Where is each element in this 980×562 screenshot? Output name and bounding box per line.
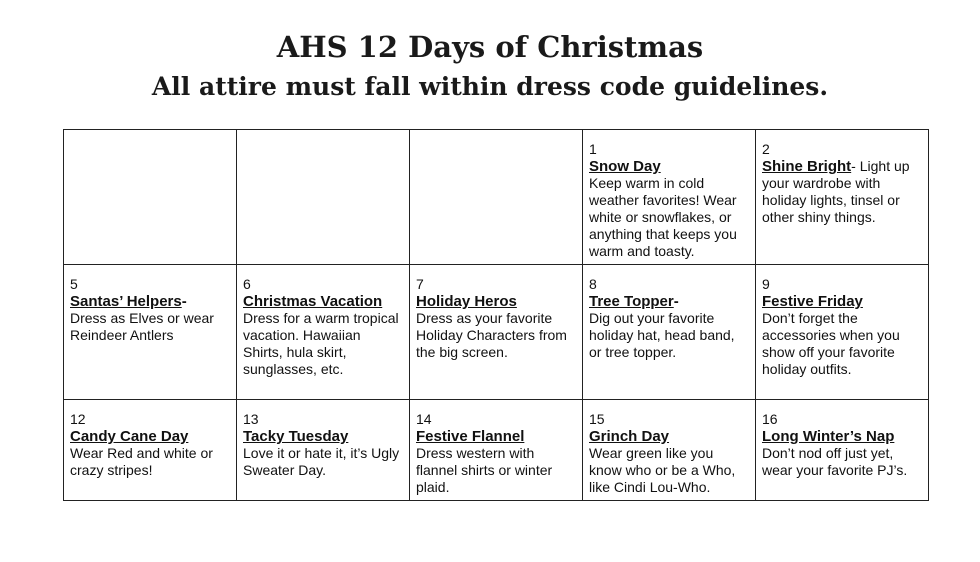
- day-number: 16: [762, 411, 778, 427]
- day-theme-name: Santas’ Helpers: [70, 293, 182, 310]
- day-description: Don’t forget the accessories when you show off your favorite holiday outfits.: [762, 310, 900, 377]
- calendar-cell-day-16: [756, 400, 929, 501]
- calendar-cell-day-9: [756, 265, 929, 400]
- day-description: Dress as Elves or wear Reindeer Antlers: [70, 310, 214, 343]
- day-number: 7: [416, 276, 424, 292]
- day-description: Don’t nod off just yet, wear your favorite PJ’s.: [762, 445, 908, 478]
- day-theme-name: Festive Flannel: [416, 428, 525, 445]
- day-theme-name: Tree Topper: [589, 293, 674, 310]
- calendar-cell-day-12: [64, 400, 237, 501]
- calendar-cell-day-1: [583, 130, 756, 265]
- day-description: Dress for a warm tropical vacation. Hawaiian Shirts, hula skirt, sunglasses, etc.: [243, 310, 399, 377]
- day-number: 2: [762, 141, 770, 157]
- day-theme-name: Christmas Vacation: [243, 293, 383, 310]
- day-number: 6: [243, 276, 251, 292]
- calendar-table: [63, 129, 929, 501]
- calendar-cell-day-8: [583, 265, 756, 400]
- day-theme-name: Tacky Tuesday: [243, 428, 349, 445]
- calendar-cell-day-7: [410, 265, 583, 400]
- calendar-cell-day-14: [410, 400, 583, 501]
- day-description: Dig out your favorite holiday hat, head band, or tree topper.: [589, 310, 735, 360]
- calendar-row: [64, 400, 929, 501]
- day-number: 1: [589, 141, 597, 157]
- day-number: 5: [70, 276, 78, 292]
- day-description: Wear Red and white or crazy stripes!: [70, 445, 213, 478]
- calendar-cell-empty: [237, 130, 410, 265]
- day-description: your wardrobe with holiday lights, tinsel or other shiny things.: [762, 175, 900, 225]
- calendar-cell-empty: [410, 130, 583, 265]
- calendar-cell-day-13: [237, 400, 410, 501]
- calendar-row: [64, 265, 929, 400]
- day-number: 8: [589, 276, 597, 292]
- day-name-suffix: -: [181, 293, 187, 310]
- calendar-row: [64, 130, 929, 265]
- day-description: Wear green like you know who or be a Who, like Cindi Lou-Who.: [589, 445, 736, 495]
- calendar-cell-day-15: [583, 400, 756, 501]
- day-theme-name: Holiday Heros: [416, 293, 517, 310]
- calendar-cell-day-2: [756, 130, 929, 265]
- day-number: 12: [70, 411, 86, 427]
- day-theme-name: Shine Bright: [762, 158, 852, 175]
- day-description: Dress as your favorite Holiday Characters from the big screen.: [416, 310, 567, 360]
- day-description: Love it or hate it, it’s Ugly Sweater Day.: [243, 445, 400, 478]
- page-title: AHS 12 Days of Christmas: [276, 30, 704, 64]
- day-number: 13: [243, 411, 259, 427]
- page-subtitle: All attire must fall within dress code guidelines.: [151, 72, 829, 101]
- day-description: Keep warm in cold weather favorites! Wear white or snowflakes, or anything that keeps you warm and toasty.: [589, 175, 737, 259]
- day-description: Dress western with flannel shirts or winter plaid.: [416, 445, 553, 495]
- day-theme-name: Festive Friday: [762, 293, 863, 310]
- day-theme-name: Grinch Day: [589, 428, 670, 445]
- day-theme-name: Snow Day: [589, 158, 661, 175]
- day-theme-name: Long Winter’s Nap: [762, 428, 895, 445]
- day-number: 15: [589, 411, 605, 427]
- day-description-lead: - Light up: [851, 158, 910, 174]
- day-number: 14: [416, 411, 432, 427]
- day-number: 9: [762, 276, 770, 292]
- calendar-cell-empty: [64, 130, 237, 265]
- calendar-cell-day-5: [64, 265, 237, 400]
- day-name-suffix: -: [673, 293, 679, 310]
- day-theme-name: Candy Cane Day: [70, 428, 189, 445]
- calendar-cell-day-6: [237, 265, 410, 400]
